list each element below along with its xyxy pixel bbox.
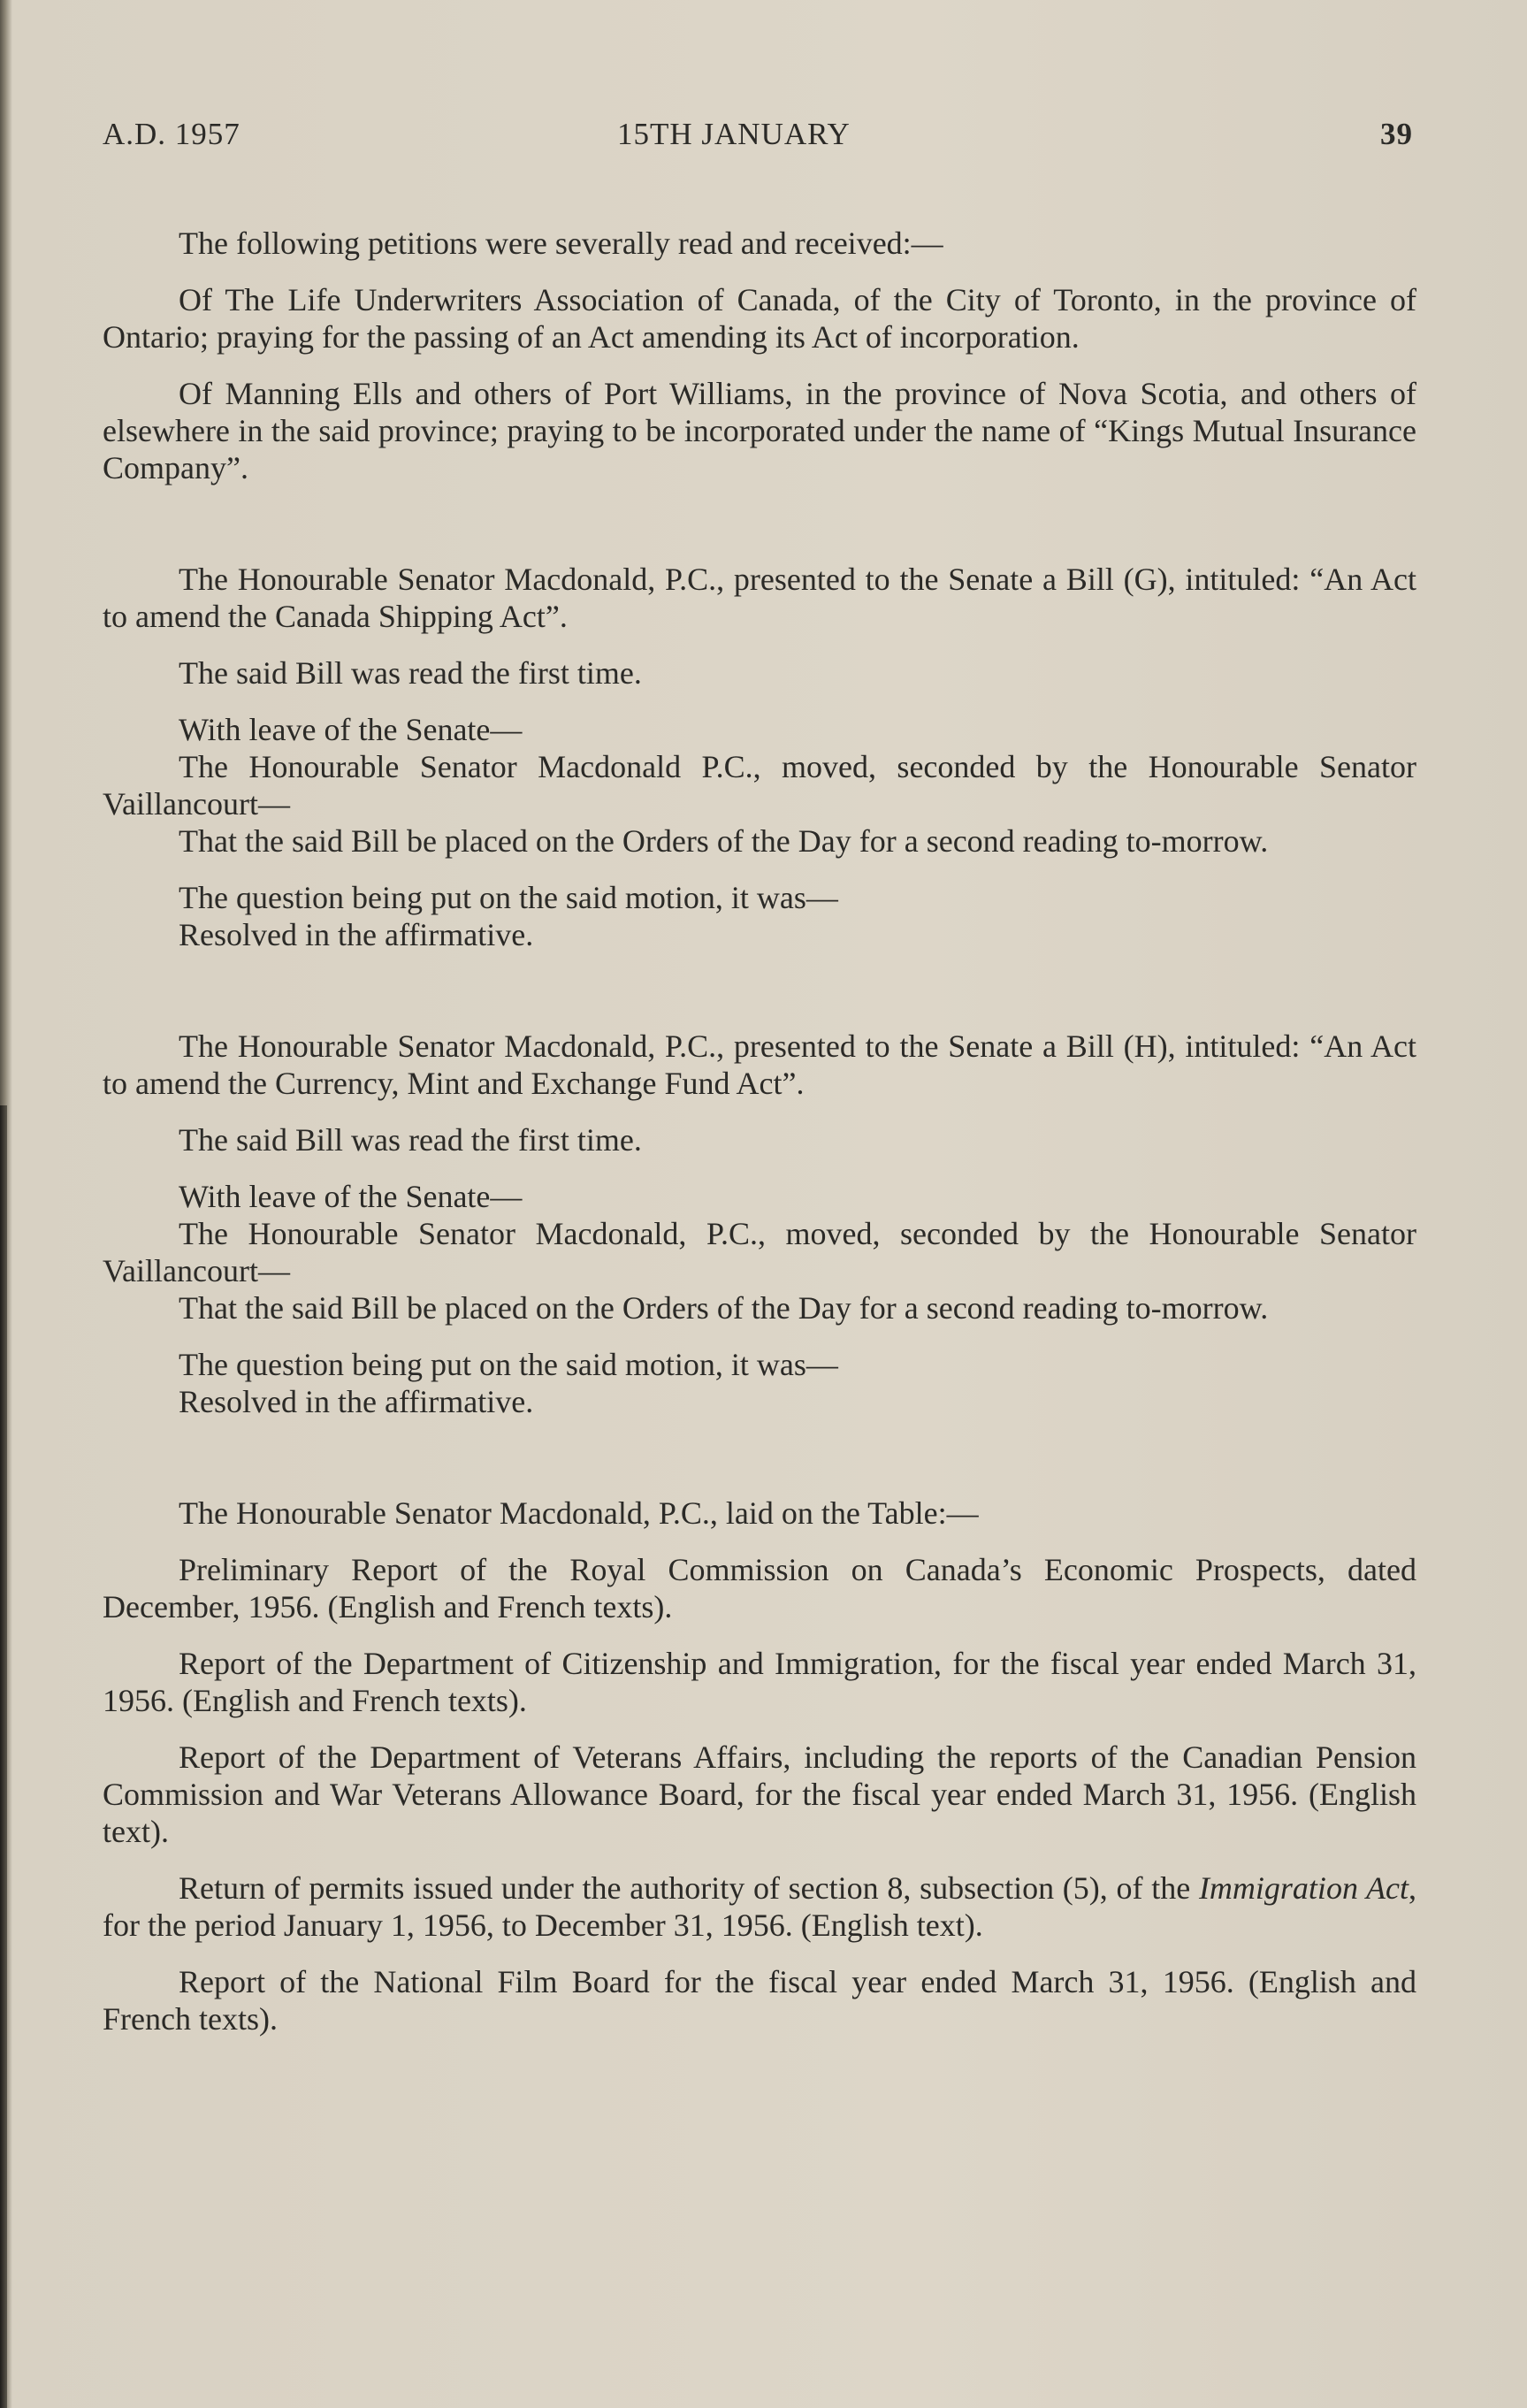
bill-g-motion: That the said Bill be placed on the Orders of the Day for a second reading to-morrow.: [179, 823, 1269, 859]
bill-h-motion: That the said Bill be placed on the Orders of the Day for a second reading to-morrow.: [179, 1290, 1269, 1326]
bill-g-leave: With leave of the Senate—: [179, 712, 523, 747]
header-date: 15TH JANUARY: [617, 117, 851, 151]
bill-g-question: The question being put on the said motion, it was—: [179, 880, 838, 915]
petitions-intro: The following petitions were severally read and received:—: [179, 226, 943, 261]
tabled-documents-section: [103, 1494, 1416, 2037]
bill-g-presented: The Honourable Senator Macdonald, P.C., presented to the Senate a Bill (G), intituled: “An Act to amend the Canada Shipping Act”.: [103, 562, 1416, 634]
report-4-text-a: Return of permits issued under the authority of section 8, subsection (5), of the: [179, 1870, 1199, 1906]
bill-h-moved: The Honourable Senator Macdonald, P.C., moved, seconded by the Honourable Senator Vaillancourt—: [103, 1216, 1416, 1288]
bill-g-section: [103, 561, 1416, 953]
page-body: [103, 225, 1416, 2037]
tabled-report-1: Preliminary Report of the Royal Commission on Canada’s Economic Prospects, dated December, 1956. (English and French texts).: [103, 1552, 1416, 1624]
petitions-section: [103, 225, 1416, 486]
tabled-report-4: [103, 1869, 1416, 1944]
bill-g-first-read: The said Bill was read the first time.: [179, 655, 642, 691]
table-intro: The Honourable Senator Macdonald, P.C., laid on the Table:—: [179, 1495, 979, 1531]
bill-h-presented: The Honourable Senator Macdonald, P.C., presented to the Senate a Bill (H), intituled: “An Act to amend the Currency, Mint and Exchange Fund Act”.: [103, 1028, 1416, 1101]
bill-h-question: The question being put on the said motion, it was—: [179, 1347, 838, 1382]
tabled-report-3: Report of the Department of Veterans Affairs, including the reports of the Canadian Pension Commission and War Veterans Allowance Board, for the fiscal year ended March 31, 1956. (English text).: [103, 1739, 1416, 1849]
bill-h-resolved: Resolved in the affirmative.: [179, 1384, 534, 1419]
report-4-text-b: , for the period January 1, 1956, to December 31, 1956. (English text).: [103, 1870, 1416, 1943]
bill-g-moved: The Honourable Senator Macdonald P.C., moved, seconded by the Honourable Senator Vaillancourt—: [103, 749, 1416, 822]
bill-h-leave: With leave of the Senate—: [179, 1179, 523, 1214]
report-4-act-name: Immigration Act: [1198, 1870, 1409, 1906]
running-header: [103, 117, 1413, 161]
petition-2: Of Manning Ells and others of Port Williams, in the province of Nova Scotia, and others of elsewhere in the said province; praying to be incorporated under the name of “Kings Mutual Insurance Company”.: [103, 376, 1416, 485]
bill-h-first-read: The said Bill was read the first time.: [179, 1122, 642, 1158]
page-number: 39: [1380, 117, 1413, 151]
tabled-report-5: Report of the National Film Board for the fiscal year ended March 31, 1956. (English and French texts).: [103, 1964, 1416, 2037]
header-year: A.D. 1957: [103, 117, 241, 151]
petition-1: Of The Life Underwriters Association of Canada, of the City of Toronto, in the province of Ontario; praying for the passing of an Act amending its Act of incorporation.: [103, 282, 1416, 355]
bill-g-resolved: Resolved in the affirmative.: [179, 917, 534, 952]
binding-shadow: [0, 1105, 7, 2408]
tabled-report-2: Report of the Department of Citizenship and Immigration, for the fiscal year ended March 31, 1956. (English and French texts).: [103, 1646, 1416, 1718]
bill-h-section: [103, 1028, 1416, 1420]
